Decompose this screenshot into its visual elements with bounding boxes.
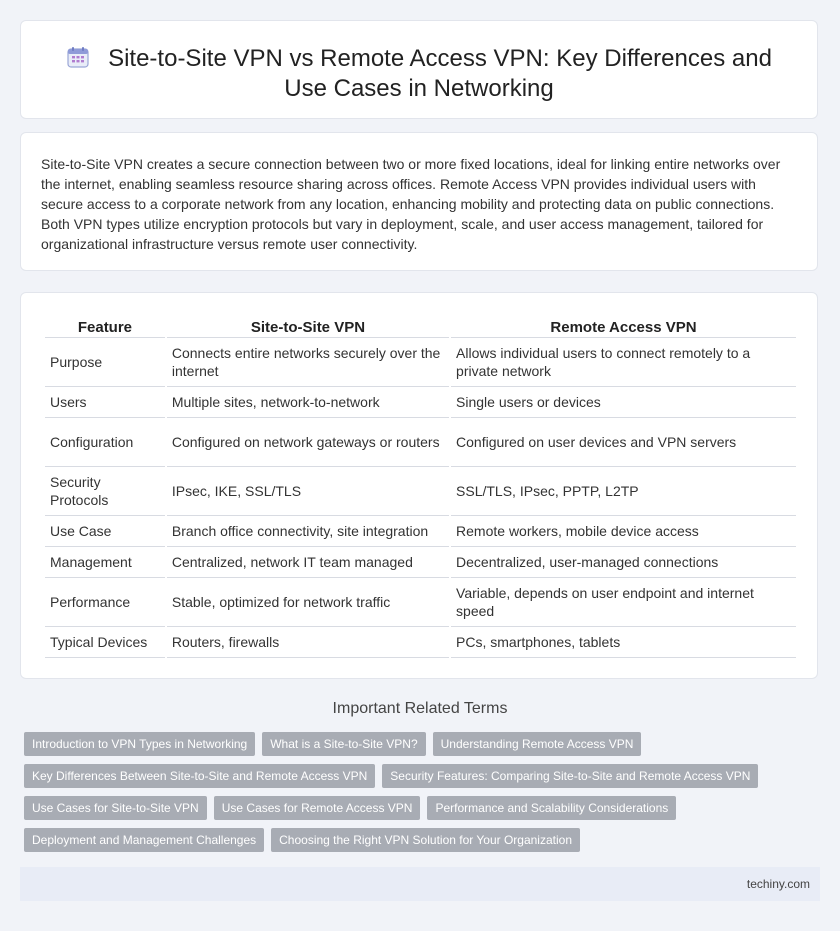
related-term-tag[interactable]: Understanding Remote Access VPN: [433, 732, 642, 756]
related-terms-list: [24, 732, 814, 860]
remote-access-cell: SSL/TLS, IPsec, PPTP, L2TP: [451, 467, 796, 516]
remote-access-cell: Single users or devices: [451, 387, 796, 418]
related-term-tag[interactable]: Use Cases for Remote Access VPN: [214, 796, 421, 820]
page-title-wrap: [21, 44, 817, 104]
related-term-tag[interactable]: Choosing the Right VPN Solution for Your Organization: [271, 828, 580, 852]
header-remote-access: Remote Access VPN: [451, 314, 796, 338]
header-site-to-site: Site-to-Site VPN: [167, 314, 449, 338]
site-to-site-cell: Connects entire networks securely over the internet: [167, 338, 449, 387]
site-to-site-cell: IPsec, IKE, SSL/TLS: [167, 467, 449, 516]
feature-cell: Performance: [45, 578, 165, 627]
footer: [20, 867, 820, 901]
remote-access-cell: Configured on user devices and VPN servers: [451, 418, 796, 467]
remote-access-cell: Allows individual users to connect remotely to a private network: [451, 338, 796, 387]
site-to-site-cell: Stable, optimized for network traffic: [167, 578, 449, 627]
page-title: Site-to-Site VPN vs Remote Access VPN: Key Differences and Use Cases in Networking: [108, 45, 772, 102]
tag-row: [24, 828, 814, 852]
feature-cell: Configuration: [45, 418, 165, 467]
comparison-table: [43, 314, 798, 658]
table-row: [45, 418, 796, 467]
related-term-tag[interactable]: Key Differences Between Site-to-Site and Remote Access VPN: [24, 764, 375, 788]
related-term-tag[interactable]: What is a Site-to-Site VPN?: [262, 732, 425, 756]
tag-row: [24, 732, 814, 756]
related-term-tag[interactable]: Performance and Scalability Considerations: [427, 796, 676, 820]
related-term-tag[interactable]: Deployment and Management Challenges: [24, 828, 264, 852]
table-row: [45, 387, 796, 418]
related-term-tag[interactable]: Use Cases for Site-to-Site VPN: [24, 796, 207, 820]
table-row: [45, 338, 796, 387]
table-row: [45, 547, 796, 578]
related-term-tag[interactable]: Security Features: Comparing Site-to-Site and Remote Access VPN: [382, 764, 758, 788]
related-term-tag[interactable]: Introduction to VPN Types in Networking: [24, 732, 255, 756]
site-to-site-cell: Routers, firewalls: [167, 627, 449, 658]
site-to-site-cell: Configured on network gateways or routers: [167, 418, 449, 467]
remote-access-cell: Variable, depends on user endpoint and internet speed: [451, 578, 796, 627]
feature-cell: Typical Devices: [45, 627, 165, 658]
tag-row: [24, 764, 814, 788]
site-to-site-cell: Multiple sites, network-to-network: [167, 387, 449, 418]
table-row: [45, 516, 796, 547]
site-to-site-cell: Centralized, network IT team managed: [167, 547, 449, 578]
feature-cell: Management: [45, 547, 165, 578]
table-row: [45, 578, 796, 627]
intro-paragraph: Site-to-Site VPN creates a secure connection between two or more fixed locations, ideal for linking entire networks over the internet, enabling seamless resource sharing across offices. Remote Access VPN provides individual users with secure access to a corporate network from any location, enhancing mobility and protecting data on public connections. Both VPN types utilize encryption protocols but vary in deployment, scale, and user access management, tailored for organizational infrastructure versus remote user connectivity.: [41, 156, 781, 252]
footer-site-link[interactable]: techiny.com: [746, 877, 810, 891]
calendar-icon: [66, 45, 90, 69]
feature-cell: Use Case: [45, 516, 165, 547]
table-header-row: [45, 314, 796, 338]
table-row: [45, 627, 796, 658]
remote-access-cell: Remote workers, mobile device access: [451, 516, 796, 547]
remote-access-cell: PCs, smartphones, tablets: [451, 627, 796, 658]
table-row: [45, 467, 796, 516]
comparison-card: [20, 292, 818, 679]
feature-cell: Users: [45, 387, 165, 418]
feature-cell: Purpose: [45, 338, 165, 387]
intro-card: [20, 132, 818, 271]
site-to-site-cell: Branch office connectivity, site integration: [167, 516, 449, 547]
header-card: [20, 20, 818, 119]
related-terms-heading: Important Related Terms: [332, 700, 508, 717]
tag-row: [24, 796, 814, 820]
feature-cell: Security Protocols: [45, 467, 165, 516]
remote-access-cell: Decentralized, user-managed connections: [451, 547, 796, 578]
header-feature: Feature: [45, 314, 165, 338]
